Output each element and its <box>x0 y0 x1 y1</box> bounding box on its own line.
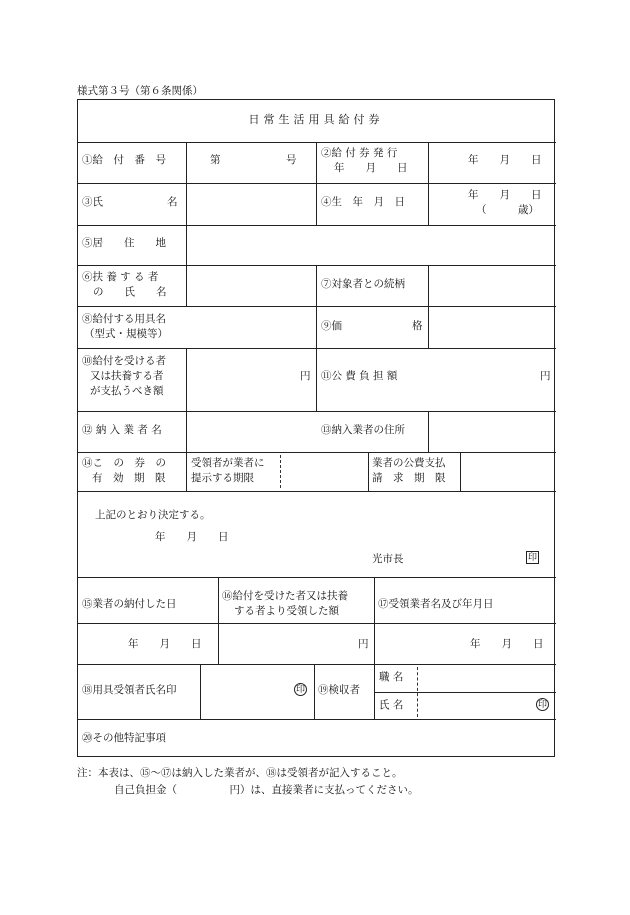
row-divider <box>78 225 556 226</box>
col-divider <box>218 577 219 664</box>
receiver-deadline-label: 受領者が業者に <box>191 457 265 469</box>
relation-label: ⑦対象者との続柄 <box>321 278 405 290</box>
row-divider <box>78 577 556 578</box>
col-divider <box>186 348 187 452</box>
price-label: ⑨価 <box>321 320 342 332</box>
received-amount-label-2: する者より受領した額 <box>234 605 339 617</box>
inspector-post-label: 職 名 <box>379 671 404 683</box>
vendor-receipt-date: 年 月 日 <box>470 638 544 650</box>
claim-deadline-label-2: 請 求 期 限 <box>372 472 446 484</box>
name-label-2: 名 <box>167 196 178 208</box>
row-divider <box>374 692 556 693</box>
delivery-label: ⑮業者の納付した日 <box>82 598 177 610</box>
row-divider <box>78 142 556 143</box>
col-divider <box>374 664 375 719</box>
received-amount-label: ⑯給付を受けた者又は扶養 <box>222 590 348 602</box>
col-divider <box>200 664 201 719</box>
row-divider <box>78 348 556 349</box>
issue-label-2: 年 月 日 <box>334 162 408 174</box>
price-label-2: 格 <box>412 320 423 332</box>
supporter-label: ⑥扶 養 す る 者 <box>82 271 159 283</box>
col-divider <box>428 142 429 225</box>
col-divider <box>314 664 315 719</box>
col-divider <box>186 142 187 306</box>
col-divider <box>428 265 429 348</box>
supporter-label-2: の 氏 名 <box>93 286 167 298</box>
row-divider <box>78 491 556 492</box>
row-divider <box>78 452 556 453</box>
col-divider <box>316 142 317 184</box>
no-go: 号 <box>286 154 297 166</box>
vendor-receipt-label: ⑰受領業者名及び年月日 <box>378 598 494 610</box>
item-label-2: （型式・規模等） <box>84 328 168 340</box>
col-divider <box>368 452 369 491</box>
mayor-label: 光市長 <box>372 553 404 565</box>
address-label: ⑤居 住 地 <box>82 237 166 249</box>
delivery-date: 年 月 日 <box>128 638 202 650</box>
item-label: ⑧給付する用具名 <box>82 313 166 325</box>
col-divider <box>428 411 429 452</box>
row-divider <box>78 719 556 720</box>
birth-date: 年 月 日 <box>468 189 542 201</box>
received-yen: 円 <box>358 638 369 650</box>
note-line-1: 注：本表は、⑮～⑰は納入した業者が、⑱は受領者が記入すること。 <box>77 767 403 779</box>
row-divider <box>78 265 556 266</box>
col-divider <box>316 265 317 411</box>
birth-age: （ 歳） <box>476 204 539 216</box>
col-divider <box>316 183 317 225</box>
vendor-label: ⑫ 納 入 業 者 名 <box>82 424 162 436</box>
issue-date: 年 月 日 <box>468 154 542 166</box>
no-dai: 第 <box>210 154 221 166</box>
remarks-label: ⑳その他特記事項 <box>82 732 166 744</box>
public-label: ⑪公 費 負 担 額 <box>321 370 398 382</box>
receiver-name-label: ⑱用具受領者氏名印 <box>82 684 177 696</box>
birth-label: ④生 年 月 日 <box>321 196 405 208</box>
mayor-seal: 印 <box>527 553 537 563</box>
row-divider <box>78 623 556 624</box>
public-yen: 円 <box>540 370 551 382</box>
row-divider <box>78 306 556 307</box>
decision-text: 上記のとおり決定する。 <box>95 509 211 521</box>
col-divider <box>186 452 187 491</box>
issue-label: ②給 付 券 発 行 <box>321 147 398 159</box>
pay-label: ⑩給付を受ける者 <box>82 355 166 367</box>
decision-date: 年 月 日 <box>155 531 229 543</box>
dashed-divider <box>417 667 418 717</box>
pay-label-3: が支払うべき額 <box>90 385 164 397</box>
vendor-addr-label: ⑬納入業者の住所 <box>321 424 405 436</box>
col-divider <box>460 452 461 491</box>
inspector-name-label: 氏 名 <box>379 699 404 711</box>
inspector-seal: 印 <box>537 700 547 710</box>
receiver-seal: 印 <box>295 685 305 695</box>
form-id: 様式第３号（第６条関係） <box>77 85 203 97</box>
row-divider <box>78 411 556 412</box>
no-label: ①給 付 番 号 <box>82 154 166 166</box>
pay-label-2: 又は扶養する者 <box>90 370 164 382</box>
form-title: 日常生活用具給付券 <box>248 113 384 126</box>
receiver-deadline-label-2: 提示する期限 <box>191 472 254 484</box>
dashed-divider <box>280 455 281 488</box>
validity-label: ⑭こ の 券 の <box>82 457 166 469</box>
validity-label-2: 有 効 期 限 <box>92 472 166 484</box>
inspector-label: ⑲検収者 <box>318 684 360 696</box>
row-divider <box>78 664 556 665</box>
name-label: ③氏 <box>82 196 103 208</box>
note-line-2: 自己負担金（ 円）は、直接業者に支払ってください。 <box>114 784 419 796</box>
col-divider <box>374 577 375 664</box>
row-divider <box>78 183 556 184</box>
pay-yen: 円 <box>300 370 311 382</box>
claim-deadline-label: 業者の公費支払 <box>372 457 446 469</box>
